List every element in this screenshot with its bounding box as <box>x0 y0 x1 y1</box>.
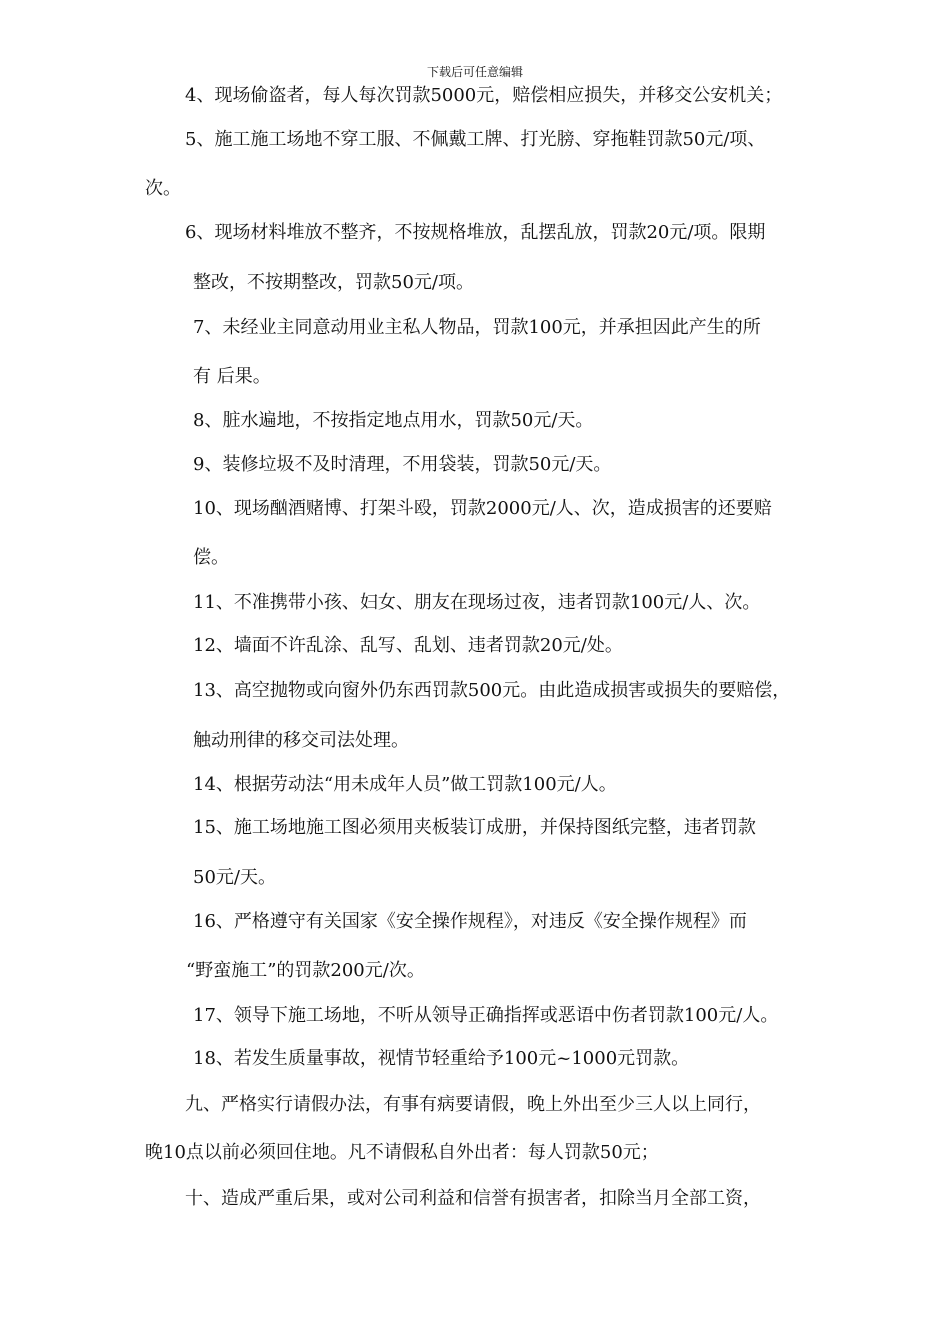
text-line: “野蛮施工”的罚款200元/次。 <box>186 960 425 981</box>
text-line: 4、现场偷盗者，每人每次罚款5000元，赔偿相应损失，并移交公安机关； <box>185 85 783 106</box>
text-line: 7、未经业主同意动用业主私人物品，罚款100元，并承担因此产生的所 <box>193 317 761 338</box>
text-line: 十、造成严重后果，或对公司利益和信誉有损害者，扣除当月全部工资， <box>185 1188 761 1209</box>
text-line: 九、严格实行请假办法，有事有病要请假，晚上外出至少三人以上同行， <box>185 1094 761 1115</box>
text-line: 17、领导下施工场地，不听从领导正确指挥或恶语中伤者罚款100元/人。 <box>193 1005 779 1026</box>
text-line: 11、不准携带小孩、妇女、朋友在现场过夜，违者罚款100元/人、次。 <box>193 592 761 613</box>
text-line: 偿。 <box>193 547 229 568</box>
text-line: 9、装修垃圾不及时清理，不用袋装，罚款50元/天。 <box>193 454 612 475</box>
text-line: 14、根据劳动法“用未成年人员”做工罚款100元/人。 <box>193 774 617 795</box>
text-line: 50元/天。 <box>193 867 276 888</box>
text-line: 整改，不按期整改，罚款50元/项。 <box>193 272 474 293</box>
text-line: 6、现场材料堆放不整齐，不按规格堆放，乱摆乱放，罚款20元/项。限期 <box>185 222 766 243</box>
text-line: 晚10点以前必须回住地。凡不请假私自外出者：每人罚款50元； <box>145 1142 659 1163</box>
text-line: 8、脏水遍地，不按指定地点用水，罚款50元/天。 <box>193 410 594 431</box>
text-line: 触动刑律的移交司法处理。 <box>193 730 409 751</box>
text-line: 10、现场酗酒赌博、打架斗殴，罚款2000元/人、次，造成损害的还要赔 <box>193 498 772 519</box>
text-line: 15、施工场地施工图必须用夹板装订成册，并保持图纸完整，违者罚款 <box>193 817 756 838</box>
text-line: 13、高空抛物或向窗外仍东西罚款500元。由此造成损害或损失的要赔偿， <box>193 680 791 701</box>
text-line: 有 后果。 <box>193 366 271 387</box>
text-line: 12、墙面不许乱涂、乱写、乱划、违者罚款20元/处。 <box>193 635 623 656</box>
text-line: 18、若发生质量事故，视情节轻重给予100元~1000元罚款。 <box>193 1048 690 1069</box>
text-line: 16、严格遵守有关国家《安全操作规程》，对违反《安全操作规程》而 <box>193 911 747 932</box>
text-line: 次。 <box>145 178 181 199</box>
page-header: 下载后可任意编辑 <box>426 65 523 79</box>
text-line: 5、施工施工场地不穿工服、不佩戴工牌、打光膀、穿拖鞋罚款50元/项、 <box>185 129 766 150</box>
